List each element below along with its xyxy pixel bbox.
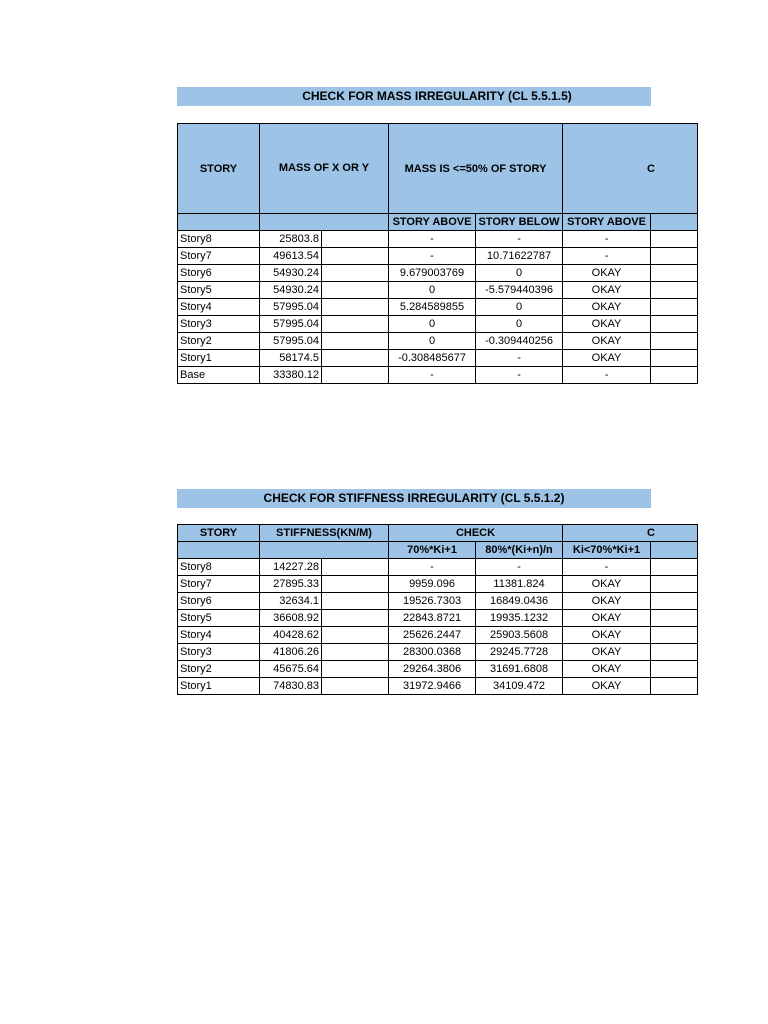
- stiffness-cell: 40428.62: [260, 627, 322, 644]
- header-story: STORY: [178, 124, 260, 214]
- table-row: [178, 333, 698, 350]
- table-row: [178, 316, 698, 333]
- result-cell: OKAY: [563, 316, 651, 333]
- result-cell: OKAY: [563, 350, 651, 367]
- mass-cell: 25803.8: [260, 231, 322, 248]
- empty-cell: [651, 661, 698, 678]
- story-cell: Story5: [178, 610, 260, 627]
- empty-cell: [322, 282, 389, 299]
- table-row: [178, 627, 698, 644]
- mass-cell: 57995.04: [260, 333, 322, 350]
- mass-cell: 54930.24: [260, 282, 322, 299]
- c70-cell: -: [389, 559, 476, 576]
- header-check: CHECK: [389, 525, 563, 542]
- c80-cell: 25903.5608: [476, 627, 563, 644]
- story-cell: Story3: [178, 644, 260, 661]
- stiffness-cell: 45675.64: [260, 661, 322, 678]
- header-mass-check: MASS IS <=50% OF STORY: [389, 124, 563, 214]
- table-row: [178, 678, 698, 695]
- c70-cell: 29264.3806: [389, 661, 476, 678]
- header-story-above-2: STORY ABOVE: [563, 214, 651, 231]
- stiffness-cell: 27895.33: [260, 576, 322, 593]
- header-ki-lt-70: Ki<70%*Ki+1: [563, 542, 651, 559]
- stiffness-title-text: CHECK FOR STIFFNESS IRREGULARITY (CL 5.5.1.2): [263, 491, 565, 505]
- story-cell: Story4: [178, 299, 260, 316]
- stiffness-cell: 36608.92: [260, 610, 322, 627]
- header-story-above: STORY ABOVE: [389, 214, 476, 231]
- empty-cell: [322, 644, 389, 661]
- result-cell: OKAY: [563, 610, 651, 627]
- story-cell: Story6: [178, 593, 260, 610]
- table-row: [178, 350, 698, 367]
- result-cell: OKAY: [563, 282, 651, 299]
- result-cell: OKAY: [563, 299, 651, 316]
- empty-cell: [651, 559, 698, 576]
- empty-cell: [651, 333, 698, 350]
- story-below-cell: 0: [476, 299, 563, 316]
- header-story: STORY: [178, 525, 260, 542]
- empty-cell: [322, 333, 389, 350]
- story-cell: Story8: [178, 231, 260, 248]
- result-cell: -: [563, 231, 651, 248]
- header-blank: [178, 214, 260, 231]
- story-above-cell: 5.284589855: [389, 299, 476, 316]
- c80-cell: 34109.472: [476, 678, 563, 695]
- stiffness-cell: 74830.83: [260, 678, 322, 695]
- result-cell: OKAY: [563, 265, 651, 282]
- empty-cell: [322, 627, 389, 644]
- empty-cell: [651, 576, 698, 593]
- story-cell: Story6: [178, 265, 260, 282]
- empty-cell: [651, 248, 698, 265]
- table-row: [178, 299, 698, 316]
- mass-cell: 49613.54: [260, 248, 322, 265]
- c80-cell: 16849.0436: [476, 593, 563, 610]
- empty-cell: [322, 678, 389, 695]
- empty-cell: [322, 576, 389, 593]
- c70-cell: 31972.9466: [389, 678, 476, 695]
- stiffness-cell: 41806.26: [260, 644, 322, 661]
- stiffness-cell: 14227.28: [260, 559, 322, 576]
- table-row: [178, 367, 698, 384]
- header-check-clipped: C: [563, 124, 698, 214]
- c80-cell: 11381.824: [476, 576, 563, 593]
- story-above-cell: 0: [389, 316, 476, 333]
- story-below-cell: -: [476, 350, 563, 367]
- story-above-cell: 0: [389, 333, 476, 350]
- stiffness-irregularity-table: [177, 524, 655, 698]
- story-cell: Story5: [178, 282, 260, 299]
- empty-cell: [651, 316, 698, 333]
- story-above-cell: -0.308485677: [389, 350, 476, 367]
- table-row: [178, 265, 698, 282]
- story-cell: Story2: [178, 661, 260, 678]
- story-cell: Story3: [178, 316, 260, 333]
- story-above-cell: -: [389, 367, 476, 384]
- story-cell: Story1: [178, 350, 260, 367]
- story-below-cell: -: [476, 231, 563, 248]
- c80-cell: -: [476, 559, 563, 576]
- story-cell: Story2: [178, 333, 260, 350]
- table-row: [178, 661, 698, 678]
- empty-cell: [322, 367, 389, 384]
- empty-cell: [651, 282, 698, 299]
- empty-cell: [651, 644, 698, 661]
- c70-cell: 25626.2447: [389, 627, 476, 644]
- header-80-ki: 80%*(Ki+n)/n: [476, 542, 563, 559]
- table-row: [178, 644, 698, 661]
- mass-cell: 57995.04: [260, 316, 322, 333]
- c70-cell: 28300.0368: [389, 644, 476, 661]
- c70-cell: 19526.7303: [389, 593, 476, 610]
- result-cell: -: [563, 248, 651, 265]
- empty-cell: [322, 661, 389, 678]
- header-stiffness: STIFFNESS(KN/M): [260, 525, 389, 542]
- empty-cell: [651, 678, 698, 695]
- mass-title-text: CHECK FOR MASS IRREGULARITY (CL 5.5.1.5): [302, 89, 572, 103]
- story-below-cell: 10.71622787: [476, 248, 563, 265]
- empty-cell: [322, 559, 389, 576]
- story-above-cell: 0: [389, 282, 476, 299]
- header-blank: [260, 214, 389, 231]
- header-story-below: STORY BELOW: [476, 214, 563, 231]
- empty-cell: [651, 231, 698, 248]
- empty-cell: [322, 316, 389, 333]
- story-below-cell: -: [476, 367, 563, 384]
- mass-cell: 57995.04: [260, 299, 322, 316]
- header-70-ki: 70%*Ki+1: [389, 542, 476, 559]
- empty-cell: [322, 248, 389, 265]
- empty-cell: [322, 610, 389, 627]
- mass-cell: 58174.5: [260, 350, 322, 367]
- table-row: [178, 559, 698, 576]
- c80-cell: 29245.7728: [476, 644, 563, 661]
- mass-irregularity-table: [177, 123, 655, 387]
- result-cell: OKAY: [563, 644, 651, 661]
- stiffness-irregularity-title: [177, 489, 651, 508]
- result-cell: OKAY: [563, 333, 651, 350]
- story-below-cell: 0: [476, 316, 563, 333]
- mass-irregularity-title: [177, 87, 651, 106]
- result-cell: OKAY: [563, 678, 651, 695]
- c80-cell: 31691.6808: [476, 661, 563, 678]
- table-row: [178, 593, 698, 610]
- table-row: [178, 231, 698, 248]
- story-cell: Base: [178, 367, 260, 384]
- story-cell: Story4: [178, 627, 260, 644]
- header-mass: MASS OF X OR Y: [278, 161, 370, 174]
- stiffness-cell: 32634.1: [260, 593, 322, 610]
- story-below-cell: -0.309440256: [476, 333, 563, 350]
- table-row: [178, 576, 698, 593]
- table-row: [178, 248, 698, 265]
- empty-cell: [322, 350, 389, 367]
- empty-cell: [651, 265, 698, 282]
- empty-cell: [322, 299, 389, 316]
- c70-cell: 22843.8721: [389, 610, 476, 627]
- empty-cell: [322, 265, 389, 282]
- result-cell: -: [563, 367, 651, 384]
- result-cell: OKAY: [563, 576, 651, 593]
- empty-cell: [322, 593, 389, 610]
- c80-cell: 19935.1232: [476, 610, 563, 627]
- result-cell: -: [563, 559, 651, 576]
- result-cell: OKAY: [563, 593, 651, 610]
- empty-cell: [322, 231, 389, 248]
- story-cell: Story7: [178, 248, 260, 265]
- story-above-cell: -: [389, 248, 476, 265]
- c70-cell: 9959.096: [389, 576, 476, 593]
- empty-cell: [651, 610, 698, 627]
- mass-cell: 54930.24: [260, 265, 322, 282]
- story-above-cell: -: [389, 231, 476, 248]
- result-cell: OKAY: [563, 627, 651, 644]
- result-cell: OKAY: [563, 661, 651, 678]
- story-below-cell: 0: [476, 265, 563, 282]
- empty-cell: [651, 299, 698, 316]
- empty-cell: [651, 627, 698, 644]
- story-cell: Story8: [178, 559, 260, 576]
- header-check-clipped: C: [563, 525, 698, 542]
- mass-cell: 33380.12: [260, 367, 322, 384]
- story-below-cell: -5.579440396: [476, 282, 563, 299]
- story-cell: Story1: [178, 678, 260, 695]
- story-cell: Story7: [178, 576, 260, 593]
- empty-cell: [651, 593, 698, 610]
- story-above-cell: 9.679003769: [389, 265, 476, 282]
- table-row: [178, 282, 698, 299]
- empty-cell: [651, 350, 698, 367]
- table-row: [178, 610, 698, 627]
- empty-cell: [651, 367, 698, 384]
